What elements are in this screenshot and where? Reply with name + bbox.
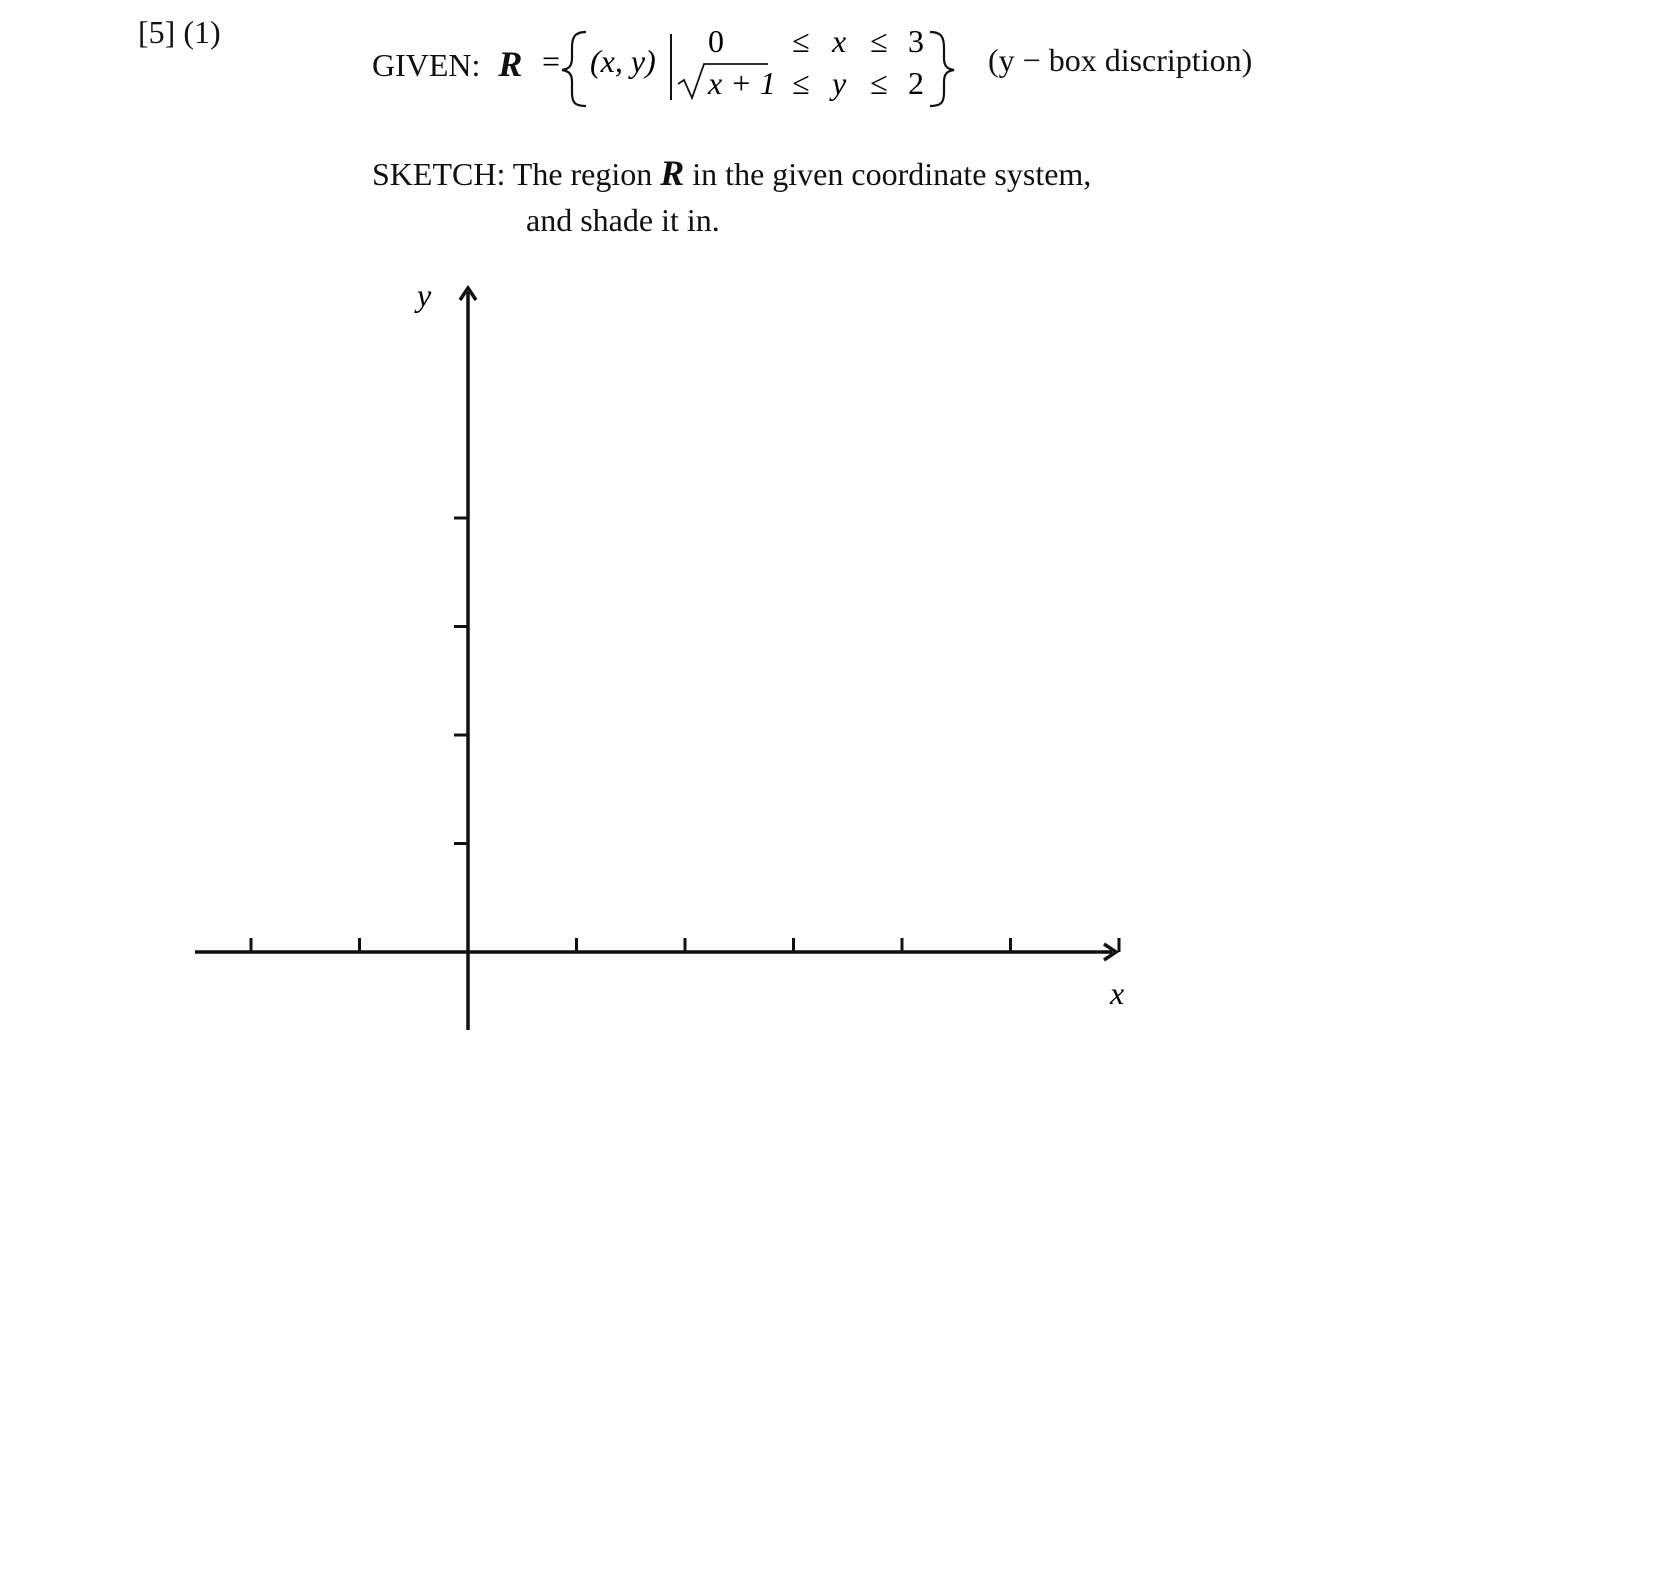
- equals-sign: =: [542, 43, 561, 79]
- y-axis-label: y: [417, 277, 432, 313]
- row2-var: y: [832, 65, 847, 101]
- sketch-label: SKETCH:: [372, 156, 506, 192]
- row1-lower: 0: [708, 23, 724, 59]
- row2-upper: 2: [908, 65, 924, 101]
- point-xy: (x, y): [590, 43, 656, 79]
- sketch-region-symbol: R: [660, 153, 685, 193]
- box-description: (y − box discription): [988, 42, 1253, 78]
- row2-rel1: ≤: [792, 65, 810, 101]
- sketch-text-after: in the given coordinate system,: [692, 156, 1092, 192]
- x-axis-label: x: [1110, 975, 1125, 1011]
- given-label-text: GIVEN:: [372, 47, 481, 83]
- row1-var: x: [832, 23, 847, 59]
- row2-sqrt-arg: x + 1: [708, 65, 776, 101]
- row1-rel1: ≤: [792, 23, 810, 59]
- region-symbol: R: [498, 44, 523, 84]
- row2-rel2: ≤: [870, 65, 888, 101]
- problem-number: [5] (1): [138, 14, 221, 50]
- sketch-text-before: The region: [512, 156, 653, 192]
- sketch-instruction-line2: and shade it in.: [526, 202, 720, 238]
- row1-rel2: ≤: [870, 23, 888, 59]
- row1-upper: 3: [908, 23, 924, 59]
